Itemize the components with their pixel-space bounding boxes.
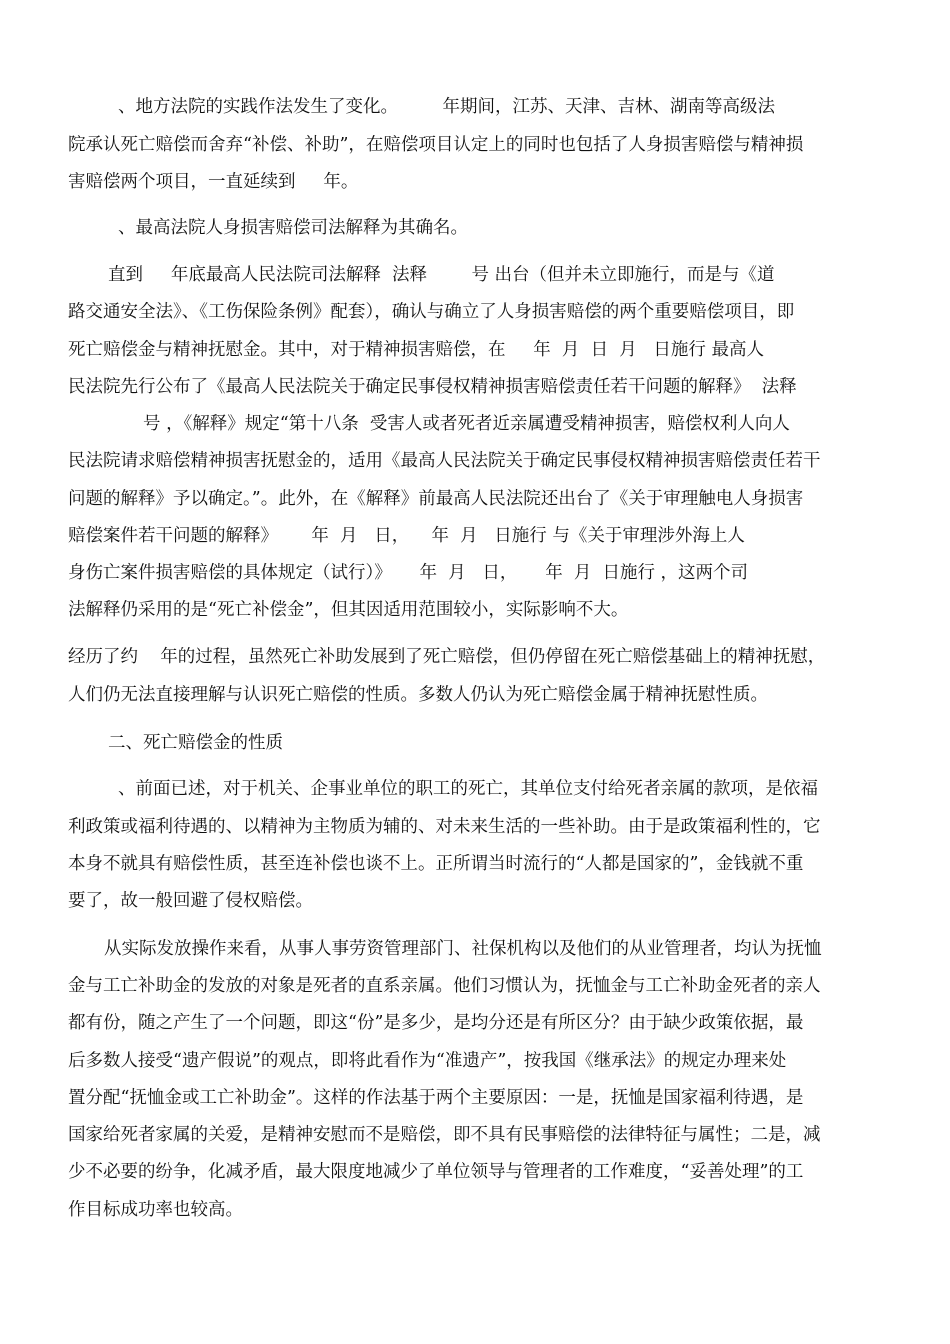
paragraph-line: 直到 年底最高人民法院司法解释 法释 号 出台（但并未立即施行，而是与《道 [108,265,775,285]
paragraph-line: 号 ，《解释》规定“第十八条 受害人或者死者近亲属遭受精神损害，赔偿权利人向人 [143,414,790,434]
paragraph-line: 后多数人接受“遗产假说”的观点，即将此看作为“准遗产”，按我国《继承法》的规定办理来处 [68,1051,787,1071]
paragraph-line: 民法院先行公布了《最高人民法院关于确定民事侵权精神损害赔偿责任若干问题的解释》 法释 [68,377,797,397]
paragraph-line: 身伤亡案件损害赔偿的具体规定（试行）》 年 月 日， 年 月 日施行 ，这两个司 [68,563,749,583]
section-heading: 、最高法院人身损害赔偿司法解释为其确名。 [118,218,468,238]
paragraph-line: 院承认死亡赔偿而舍弃“补偿、补助”，在赔偿项目认定上的同时也包括了人身损害赔偿与精神损 [68,135,804,155]
paragraph-line: 问题的解释》予以确定。”。此外，在《解释》前最高人民法院还出台了《关于审理触电人身损害 [68,489,804,509]
paragraph-line: 要了，故一般回避了侵权赔偿。 [68,891,313,911]
paragraph-line: 民法院请求赔偿精神损害抚慰金的，适用《最高人民法院关于确定民事侵权精神损害赔偿责任若干 [68,451,821,471]
paragraph-line: 害赔偿两个项目，一直延续到 年。 [68,172,359,192]
paragraph-line: 、前面已述，对于机关、企事业单位的职工的死亡，其单位支付给死者亲属的款项，是依福 [118,779,818,799]
paragraph-line: 利政策或福利待遇的、以精神为主物质为辅的、对未来生活的一些补助。由于是政策福利性的，它 [68,817,821,837]
paragraph-line: 作目标成功率也较高。 [68,1200,243,1220]
paragraph-line: 少不必要的纷争，化减矛盾，最大限度地减少了单位领导与管理者的工作难度，“妥善处理”的工 [68,1162,804,1182]
paragraph-line: 都有份，随之产生了一个问题，即这“份”是多少，是均分还是有所区分？由于缺少政策依据，最 [68,1013,804,1033]
paragraph-line: 人们仍无法直接理解与认识死亡赔偿的性质。多数人仍认为死亡赔偿金属于精神抚慰性质。 [68,685,768,705]
paragraph-line: 、地方法院的实践作法发生了变化。 年期间，江苏、天津、吉林、湖南等高级法 [118,97,775,117]
paragraph-line: 国家给死者家属的关爱，是精神安慰而不是赔偿，即不具有民事赔偿的法律特征与属性；二是，减 [68,1125,821,1145]
paragraph-line: 赔偿案件若干问题的解释》 年 月 日， 年 月 日施行 与《关于审理涉外海上人 [68,526,745,546]
paragraph-line: 从实际发放操作来看，从事人事劳资管理部门、社保机构以及他们的从业管理者，均认为抚恤 [104,939,822,959]
paragraph-line: 本身不就具有赔偿性质，甚至连补偿也谈不上。正所谓当时流行的“人都是国家的”，金钱就不重 [68,854,804,874]
paragraph-line: 经历了约 年的过程，虽然死亡补助发展到了死亡赔偿，但仍停留在死亡赔偿基础上的精神抚慰， [68,647,826,667]
paragraph-line: 置分配“抚恤金或工亡补助金”。这样的作法基于两个主要原因：一是，抚恤是国家福利待遇，是 [68,1088,804,1108]
paragraph-line: 金与工亡补助金的发放的对象是死者的直系亲属。他们习惯认为，抚恤金与工亡补助金死者的亲人 [68,976,821,996]
section-heading: 二、死亡赔偿金的性质 [108,733,283,753]
paragraph-line: 路交通安全法》、《工伤保险条例》配套），确认与确立了人身损害赔偿的两个重要赔偿项目，即 [68,302,795,322]
paragraph-line: 死亡赔偿金与精神抚慰金。其中，对于精神损害赔偿，在 年 月 日 月 日施行 最高人 [68,340,764,360]
paragraph-line: 法解释仍采用的是“死亡补偿金”，但其因适用范围较小，实际影响不大。 [68,600,629,620]
